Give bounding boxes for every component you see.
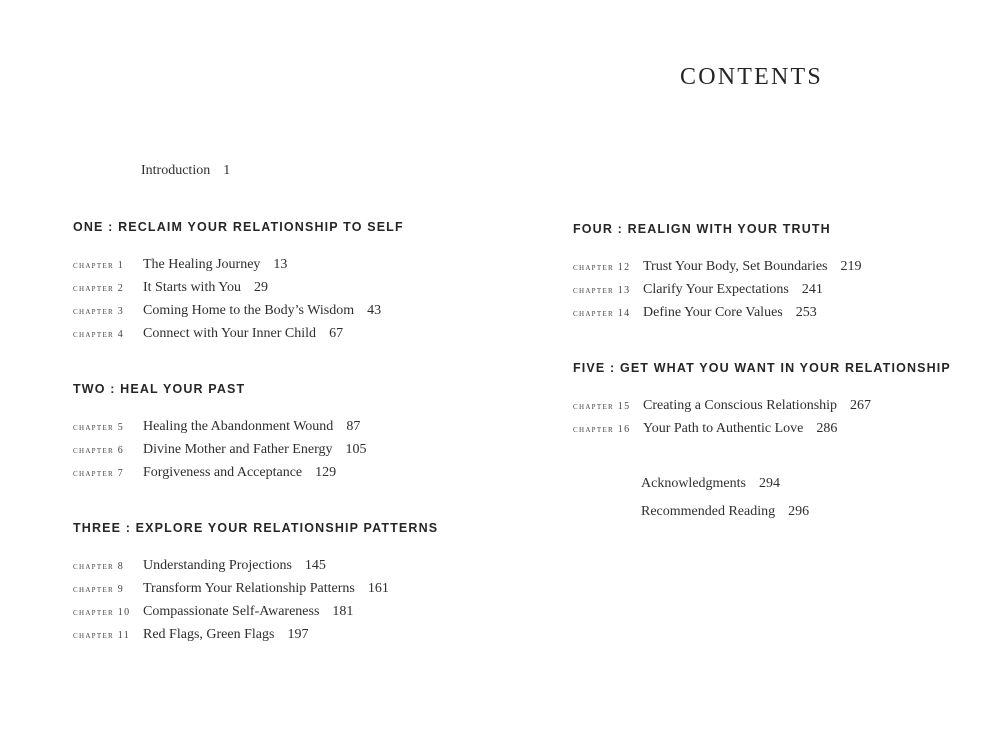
entry-title: Introduction (141, 163, 211, 178)
chapter-label: chapter 11 (73, 630, 131, 641)
chapter-title: Your Path to Authentic Love (643, 421, 804, 436)
entry-page: 294 (758, 476, 780, 491)
chapter-page: 145 (304, 558, 326, 573)
chapter-title: Connect with Your Inner Child (143, 326, 317, 341)
chapter-page: 67 (329, 326, 344, 341)
chapter-label: chapter 5 (73, 422, 125, 433)
chapter-label: chapter 10 (73, 607, 131, 618)
entry-title: Acknowledgments (641, 476, 746, 491)
chapter-label: chapter 6 (73, 445, 125, 456)
chapter-page: 105 (345, 442, 367, 457)
chapter-title: Clarify Your Expectations (643, 282, 789, 297)
chapter-page: 267 (850, 398, 872, 413)
page-title: CONTENTS (680, 64, 823, 90)
chapter-page: 129 (315, 465, 337, 480)
chapter-title: Define Your Core Values (643, 305, 783, 320)
entry-page: 296 (788, 504, 810, 519)
chapter-label: chapter 8 (73, 561, 125, 572)
toc-entry-introduction[interactable] (141, 163, 230, 179)
toc-entry-acknowledgments[interactable] (641, 476, 780, 492)
entry-page: 1 (223, 163, 231, 178)
part-heading-one: ONE : RECLAIM YOUR RELATIONSHIP TO SELF (73, 220, 404, 234)
part-heading-two: TWO : HEAL YOUR PAST (73, 382, 246, 396)
chapter-title: Red Flags, Green Flags (143, 627, 275, 642)
chapter-page: 13 (273, 257, 288, 272)
chapter-page: 241 (801, 282, 823, 297)
chapter-page: 219 (840, 259, 862, 274)
chapter-title: It Starts with You (143, 280, 242, 295)
chapter-title: Healing the Abandonment Wound (143, 419, 334, 434)
part-heading-five: FIVE : GET WHAT YOU WANT IN YOUR RELATIONSHIP (573, 361, 951, 375)
chapter-title: Coming Home to the Body’s Wisdom (143, 303, 355, 318)
chapter-label: chapter 2 (73, 283, 125, 294)
chapter-title: Understanding Projections (143, 558, 292, 573)
chapter-title: Compassionate Self-Awareness (143, 604, 320, 619)
entry-title: Recommended Reading (641, 504, 776, 519)
chapter-page: 29 (254, 280, 269, 295)
chapter-label: chapter 7 (73, 468, 125, 479)
chapter-page: 197 (287, 627, 309, 642)
chapter-label: chapter 15 (573, 401, 631, 412)
chapter-title: Trust Your Body, Set Boundaries (643, 259, 828, 274)
chapter-title: Creating a Conscious Relationship (643, 398, 838, 413)
chapter-page: 286 (816, 421, 838, 436)
chapter-label: chapter 3 (73, 306, 125, 317)
chapter-label: chapter 12 (573, 262, 631, 273)
chapter-title: The Healing Journey (143, 257, 261, 272)
chapter-label: chapter 14 (573, 308, 631, 319)
toc-entry-recommended-reading[interactable] (641, 504, 809, 520)
chapter-label: chapter 4 (73, 329, 125, 340)
chapter-title: Forgiveness and Acceptance (143, 465, 303, 480)
chapter-title: Divine Mother and Father Energy (143, 442, 333, 457)
chapter-label: chapter 1 (73, 260, 125, 271)
chapter-label: chapter 9 (73, 584, 125, 595)
chapter-page: 253 (795, 305, 817, 320)
chapter-label: chapter 16 (573, 424, 631, 435)
part-heading-four: FOUR : REALIGN WITH YOUR TRUTH (573, 222, 831, 236)
chapter-page: 87 (346, 419, 361, 434)
chapter-page: 43 (367, 303, 382, 318)
chapter-page: 161 (367, 581, 389, 596)
chapter-title: Transform Your Relationship Patterns (143, 581, 355, 596)
chapter-label: chapter 13 (573, 285, 631, 296)
chapter-page: 181 (332, 604, 354, 619)
part-heading-three: THREE : EXPLORE YOUR RELATIONSHIP PATTERNS (73, 521, 439, 535)
